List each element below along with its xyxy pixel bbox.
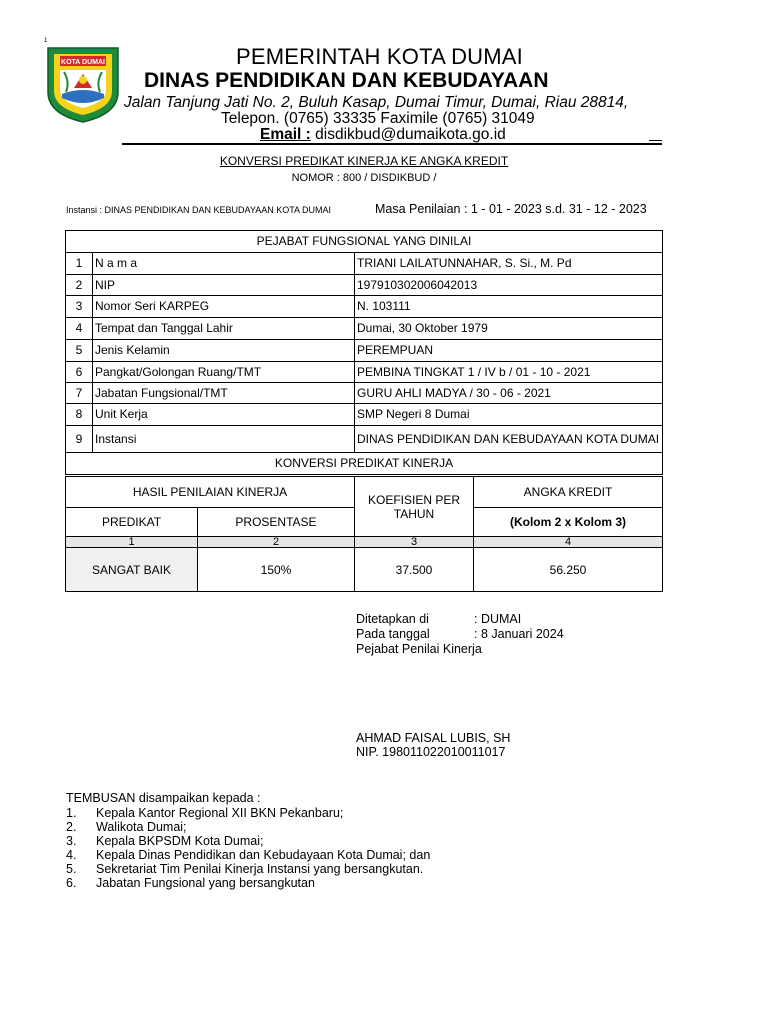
table-row (66, 383, 663, 404)
row-label: Pangkat/Golongan Ruang/TMT (93, 362, 355, 383)
row-label: Jenis Kelamin (93, 340, 355, 362)
row-number: 6 (66, 362, 93, 383)
list-item (66, 848, 430, 862)
list-number: 6. (66, 876, 77, 890)
pejabat-table (65, 230, 663, 475)
list-text: Jabatan Fungsional yang bersangkutan (96, 876, 315, 890)
row-number: 7 (66, 383, 93, 404)
row-value: 197910302006042013 (355, 275, 663, 296)
pejabat-heading-row (66, 231, 663, 253)
table-row (66, 253, 663, 275)
list-text: Kepala Kantor Regional XII BKN Pekanbaru; (96, 806, 344, 820)
row-label: Nomor Seri KARPEG (93, 296, 355, 318)
list-number: 1. (66, 806, 77, 820)
pejabat-penilai-title: Pejabat Penilai Kinerja (356, 642, 482, 656)
header-pemerintah: PEMERINTAH KOTA DUMAI (236, 44, 523, 69)
row-label: Tempat dan Tanggal Lahir (93, 318, 355, 340)
logo-text: KOTA DUMAI (61, 59, 105, 66)
tanggal-value: : 8 Januari 2024 (474, 627, 564, 641)
table-row (66, 426, 663, 453)
konversi-header-row (66, 477, 663, 508)
tanggal-line (356, 627, 564, 641)
list-text: Kepala Dinas Pendidikan dan Kebudayaan Kota Dumai; dan (96, 848, 431, 862)
prosentase-header: PROSENTASE (198, 508, 355, 537)
row-label: Jabatan Fungsional/TMT (93, 383, 355, 404)
instansi-line: Instansi : DINAS PENDIDIKAN DAN KEBUDAYAAN KOTA DUMAI (66, 205, 332, 215)
ditetapkan-value: : DUMAI (474, 612, 522, 626)
header-dinas: DINAS PENDIDIKAN DAN KEBUDAYAAN (144, 69, 549, 92)
list-item (66, 806, 343, 820)
table-row (66, 340, 663, 362)
email-label: Email : (260, 126, 311, 143)
row-value: DINAS PENDIDIKAN DAN KEBUDAYAAN KOTA DUMAI (355, 426, 663, 453)
list-number: 5. (66, 862, 77, 876)
list-item (66, 834, 263, 848)
row-value: SMP Negeri 8 Dumai (355, 404, 663, 426)
column-number: 4 (474, 537, 663, 548)
ditetapkan-line (356, 612, 522, 626)
table-row (66, 404, 663, 426)
row-number: 1 (66, 253, 93, 275)
column-number-row (66, 537, 663, 548)
header-phone: Telepon. (0765) 33335 Faximile (0765) 31049 (221, 110, 535, 127)
header-divider (122, 143, 662, 145)
header-address: Jalan Tanjung Jati No. 2, Buluh Kasap, Dumai Timur, Dumai, Riau 28814, (124, 94, 629, 111)
row-number: 8 (66, 404, 93, 426)
prosentase-value: 150% (198, 548, 355, 592)
header-email (260, 126, 506, 144)
angka-kredit-value: 56.250 (474, 548, 663, 592)
konversi-heading: KONVERSI PREDIKAT KINERJA (66, 453, 663, 475)
row-value: TRIANI LAILATUNNAHAR, S. Si., M. Pd (355, 253, 663, 275)
angka-kredit-header: ANGKA KREDIT (474, 477, 663, 508)
row-number: 2 (66, 275, 93, 296)
logo-emblem-icon (44, 42, 122, 124)
table-row (66, 275, 663, 296)
kota-dumai-logo (44, 42, 122, 124)
row-number: 5 (66, 340, 93, 362)
list-text: Walikota Dumai; (96, 820, 187, 834)
column-number: 1 (66, 537, 198, 548)
kolom-formula-header: (Kolom 2 x Kolom 3) (474, 508, 663, 537)
konversi-table (65, 476, 663, 592)
table-row (66, 318, 663, 340)
row-label: N a m a (93, 253, 355, 275)
row-value: PEMBINA TINGKAT 1 / IV b / 01 - 10 - 2021 (355, 362, 663, 383)
row-label: Unit Kerja (93, 404, 355, 426)
list-item (66, 820, 187, 834)
column-number: 2 (198, 537, 355, 548)
predikat-value: SANGAT BAIK (66, 548, 198, 592)
konversi-value-row (66, 548, 663, 592)
predikat-header: PREDIKAT (66, 508, 198, 537)
tembusan-heading: TEMBUSAN disampaikan kepada : (66, 791, 261, 805)
list-item (66, 862, 423, 876)
row-number: 3 (66, 296, 93, 318)
row-label: Instansi (93, 426, 355, 453)
row-value: GURU AHLI MADYA / 30 - 06 - 2021 (355, 383, 663, 404)
page-mark: 1 (44, 38, 48, 44)
row-label: NIP (93, 275, 355, 296)
list-number: 3. (66, 834, 77, 848)
row-value: Dumai, 30 Oktober 1979 (355, 318, 663, 340)
row-number: 4 (66, 318, 93, 340)
ditetapkan-label: Ditetapkan di (356, 612, 429, 626)
koefisien-value: 37.500 (355, 548, 474, 592)
signer-nip: NIP. 198011022010011017 (356, 745, 506, 759)
document-number: NOMOR : 800 / DISDIKBUD / (291, 172, 437, 184)
list-number: 2. (66, 820, 77, 834)
hasil-penilaian-header: HASIL PENILAIAN KINERJA (66, 477, 355, 508)
pejabat-heading: PEJABAT FUNGSIONAL YANG DINILAI (66, 231, 663, 253)
masa-penilaian: Masa Penilaian : 1 - 01 - 2023 s.d. 31 - 12 - 2023 (375, 202, 647, 216)
konversi-heading-row (66, 453, 663, 475)
signer-name: AHMAD FAISAL LUBIS, SH (356, 731, 511, 745)
column-number: 3 (355, 537, 474, 548)
koefisien-header: KOEFISIEN PER TAHUN (355, 477, 474, 537)
header-divider-stub (649, 140, 662, 141)
row-value: PEREMPUAN (355, 340, 663, 362)
list-item (66, 876, 315, 890)
table-row (66, 296, 663, 318)
list-text: Kepala BKPSDM Kota Dumai; (96, 834, 264, 848)
tanggal-label: Pada tanggal (356, 627, 430, 641)
document-title: KONVERSI PREDIKAT KINERJA KE ANGKA KREDIT (219, 154, 509, 168)
table-row (66, 362, 663, 383)
row-number: 9 (66, 426, 93, 453)
list-number: 4. (66, 848, 77, 862)
email-value: disdikbud@dumaikota.go.id (310, 126, 506, 143)
list-text: Sekretariat Tim Penilai Kinerja Instansi yang bersangkutan. (96, 862, 424, 876)
row-value: N. 103111 (355, 296, 663, 318)
